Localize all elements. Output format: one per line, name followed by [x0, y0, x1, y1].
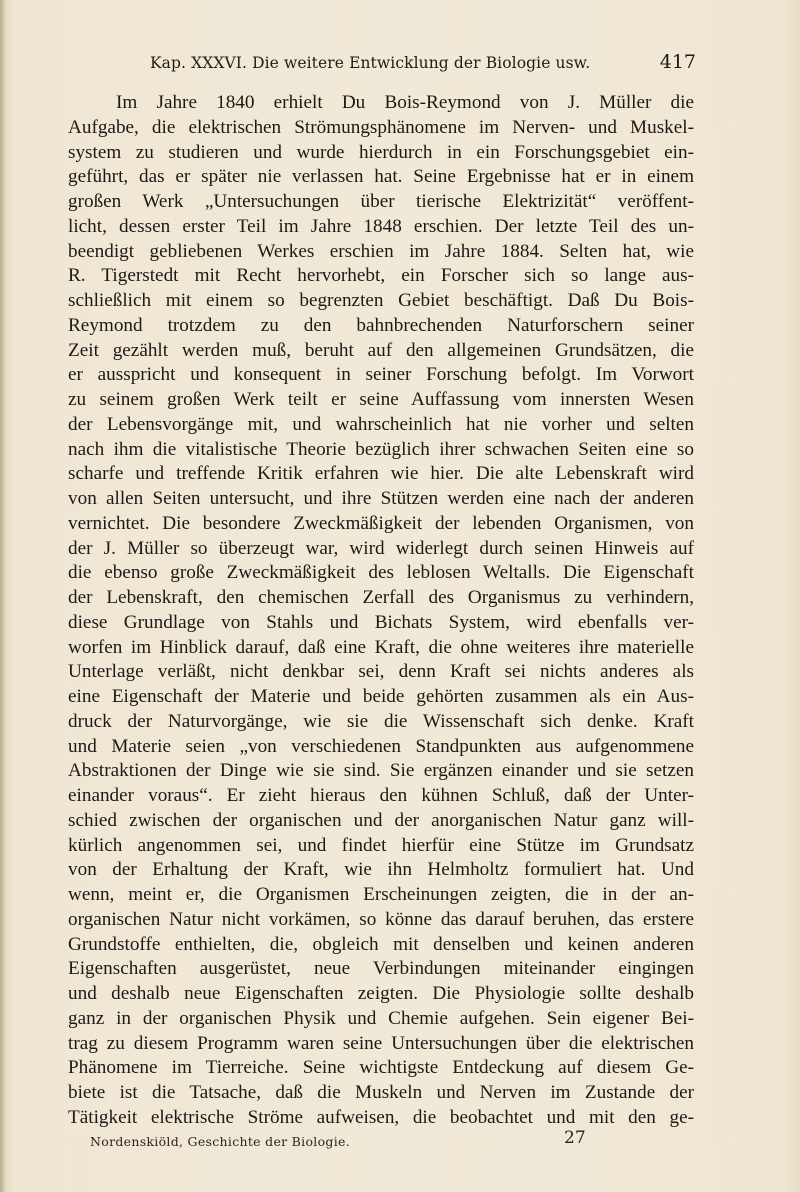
- text-line: trag zu diesem Programm waren seine Untersuchungen über die elektrischen: [68, 1032, 694, 1054]
- running-header: [150, 48, 700, 78]
- text-line: großen Werk „Untersuchungen über tierische Elektrizität“ veröffent-: [68, 191, 694, 212]
- page-footer: [90, 1128, 610, 1154]
- text-line: organischen Natur nicht vorkämen, so könne das darauf beruhen, das erstere: [68, 908, 694, 930]
- text-line: zu seinem großen Werk teilt er seine Auffassung vom innersten Wesen: [68, 389, 694, 410]
- text-line: der Lebenskraft, den chemischen Zerfall des Organismus zu verhindern,: [68, 587, 694, 608]
- text-line: R. Tigerstedt mit Recht hervorhebt, ein Forscher sich so lange aus-: [68, 265, 694, 287]
- text-line: vernichtet. Die besondere Zweckmäßigkeit der lebenden Organismen, von: [68, 512, 694, 534]
- text-line: system zu studieren und wurde hierdurch in ein Forschungsgebiet ein-: [68, 141, 694, 163]
- text-line: Phänomene im Tierreiche. Seine wichtigste Entdeckung auf diesem Ge-: [68, 1057, 694, 1079]
- sheet-number: 27: [564, 1128, 586, 1148]
- text-line: druck der Naturvorgänge, wie sie die Wissenschaft sich denke. Kraft: [68, 710, 694, 732]
- text-line: scharfe und treffende Kritik erfahren wie hier. Die alte Lebenskraft wird: [68, 463, 694, 485]
- page-edge-shadow: [0, 0, 6, 1192]
- header-title: Kap. XXXVI. Die weitere Entwicklung der Biologie usw.: [150, 54, 591, 72]
- text-line: von der Erhaltung der Kraft, wie ihn Helmholtz formuliert hat. Und: [68, 859, 694, 881]
- text-line: diese Grundlage von Stahls und Bichats System, wird ebenfalls ver-: [68, 611, 694, 633]
- text-line: Reymond trotzdem zu den bahnbrechenden Naturforschern seiner: [68, 314, 694, 336]
- text-line: schließlich mit einem so begrenzten Gebiet beschäftigt. Daß Du Bois-: [68, 290, 694, 311]
- text-line: biete ist die Tatsache, daß die Muskeln und Nerven im Zustande der: [68, 1082, 694, 1103]
- text-line: Unterlage verläßt, nicht denkbar sei, denn Kraft sei nichts anderes als: [68, 661, 694, 683]
- text-line: worfen im Hinblick darauf, daß eine Kraft, die ohne weiteres ihre materielle: [68, 636, 694, 658]
- text-line: wenn, meint er, die Organismen Erscheinungen zeigten, die in der an-: [68, 884, 694, 905]
- text-line: und deshalb neue Eigenschaften zeigten. Die Physiologie sollte deshalb: [68, 983, 694, 1004]
- text-line: kürlich angenommen sei, und findet hierfür eine Stütze im Grundsatz: [68, 834, 694, 856]
- text-line: die ebenso große Zweckmäßigkeit des leblosen Weltalls. Die Eigenschaft: [68, 562, 694, 584]
- text-line: er ausspricht und konsequent in seiner Forschung befolgt. Im Vorwort: [68, 364, 694, 386]
- text-line: ganz in der organischen Physik und Chemie aufgehen. Sein eigener Bei-: [68, 1007, 694, 1029]
- text-line: beendigt gebliebenen Werkes erschien im Jahre 1884. Selten hat, wie: [68, 240, 694, 262]
- text-line: Tätigkeit elektrische Ströme aufweisen, die beobachtet und mit den ge-: [68, 1106, 694, 1128]
- text-line: nach ihm die vitalistische Theorie bezüglich ihrer schwachen Seiten eine so: [68, 438, 694, 460]
- text-line: Grundstoffe enthielten, die, obgleich mit denselben und keinen anderen: [68, 933, 694, 955]
- text-line: Abstraktionen der Dinge wie sie sind. Sie ergänzen einander und sie setzen: [68, 760, 694, 782]
- text-line: Aufgabe, die elektrischen Strömungsphänomene im Nerven- und Muskel-: [68, 116, 694, 138]
- text-line: Im Jahre 1840 erhielt Du Bois-Reymond von J. Müller die: [116, 92, 694, 113]
- text-line: licht, dessen erster Teil im Jahre 1848 erschien. Der letzte Teil des un-: [68, 215, 694, 237]
- main-paragraph: [68, 91, 694, 1131]
- text-line: schied zwischen der organischen und der anorganischen Natur ganz will-: [68, 809, 694, 831]
- page-number: 417: [659, 51, 696, 73]
- text-line: der J. Müller so überzeugt war, wird widerlegt durch seinen Hinweis auf: [68, 537, 694, 559]
- text-line: einander voraus“. Er zieht hieraus den kühnen Schluß, daß der Unter-: [68, 785, 694, 806]
- text-line: eine Eigenschaft der Materie und beide gehörten zusammen als ein Aus-: [68, 686, 694, 707]
- text-line: und Materie seien „von verschiedenen Standpunkten aus aufgenommene: [68, 735, 694, 757]
- text-line: von allen Seiten untersucht, und ihre Stützen werden eine nach der anderen: [68, 488, 694, 509]
- text-line: der Lebensvorgänge mit, und wahrscheinlich hat nie vorher und selten: [68, 413, 694, 435]
- text-line: Eigenschaften ausgerüstet, neue Verbindungen miteinander eingingen: [68, 958, 694, 980]
- text-line: geführt, das er später nie verlassen hat. Seine Ergebnisse hat er in einem: [68, 166, 694, 188]
- signature-line: Nordenskiöld, Geschichte der Biologie.: [90, 1134, 350, 1149]
- text-line: Zeit gezählt werden muß, beruht auf den allgemeinen Grundsätzen, die: [68, 339, 694, 361]
